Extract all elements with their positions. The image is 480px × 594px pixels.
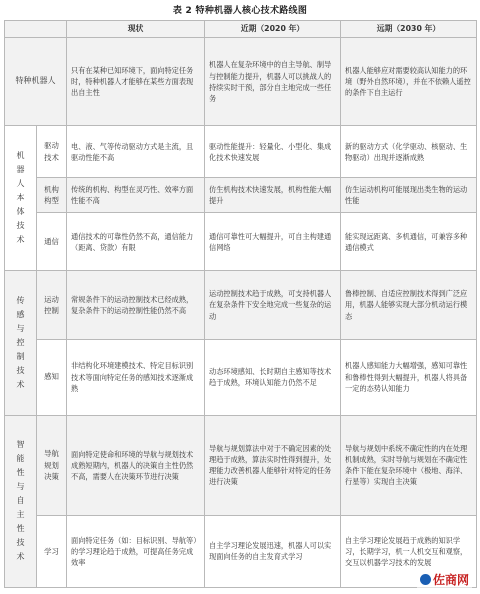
sub-perception: 感知 [37,339,67,415]
cell-current: 通信技术的可靠性仍然不高，通信能力（距离、贷款）有限 [67,213,205,271]
table-row [5,126,477,178]
sub-motion: 运动控制 [37,271,67,339]
sub-mechanism: 机构构型 [37,178,67,213]
category-body-tech: 机器人本体技术 [5,126,37,271]
watermark-logo: 佐商网 [417,571,472,588]
cell-far: 导航与规划中系统不确定性的内在处理机制成熟，实时导航与规划在不确定性条件下能在复杂环境中（极地、海洋、行星等）实现自主决策 [341,415,477,515]
cell-current: 非结构化环境建模技术、特定目标识别技术等面向特定任务的感知技术逐渐成熟 [67,339,205,415]
cell-far: 新的驱动方式（化学驱动、核驱动、生物驱动）出现并逐渐成熟 [341,126,477,178]
cell-far: 机器人能够应对需要较高认知能力的环境（野外自然环境），并在不依赖人遥控的条件下自主运行 [341,38,477,126]
cell-far: 自主学习理论发展趋于成熟的知识学习，长期学习，机一人机交互和观察，交互以机器学习技术的发展 [341,515,477,587]
table-row [5,38,477,126]
cell-current: 面向特定使命和环境的导航与规划技术成熟短期内，机器人的决策自主性仍然不高，需要人在决策环节进行决策 [67,415,205,515]
cell-far: 能实现远距离、多机通信，可兼容多种通信模式 [341,213,477,271]
header-category [5,21,67,38]
table-row [5,415,477,515]
logo-icon [420,574,431,585]
cell-far: 仿生运动机构可能展现出类生物的运动性能 [341,178,477,213]
cell-current: 电、液、气等传动驱动方式是主流，且驱动性能不高 [67,126,205,178]
sub-drive: 驱动技术 [37,126,67,178]
roadmap-table [4,20,477,588]
table-title: 表 2 特种机器人核心技术路线图 [172,6,308,16]
cell-near: 自主学习理论发展迅速，机器人可以实现面向任务的自主发育式学习 [205,515,341,587]
cell-near: 动态环境感知、长时期自主感知等技术趋于成熟，环境认知能力仍然不足 [205,339,341,415]
table-row [5,515,477,587]
cell-near: 机器人在复杂环境中的自主导航、制导与控制能力提升，机器人可以挑战人的持续实时干预，部分自主地完成一些任务 [205,38,341,126]
sub-learning: 学习 [37,515,67,587]
cell-current: 只有在某种已知环境下，面向特定任务时，特种机器人才能够在某些方面表现出自主性 [67,38,205,126]
header-current: 现状 [67,21,205,38]
cell-current: 常规条件下的运动控制技术已经成熟，复杂条件下的运动控制性能仍然不高 [67,271,205,339]
category-special-robot: 特种机器人 [5,38,67,126]
table-row [5,178,477,213]
header-near: 近期（2020 年） [205,21,341,38]
sub-navigation: 导航规划决策 [37,415,67,515]
cell-near: 仿生机构技术快速发展，机构性能大幅提升 [205,178,341,213]
category-intelligence: 智能性与自主性技术 [5,415,37,587]
category-sense-control: 传感与控制技术 [5,271,37,415]
table-row [5,213,477,271]
cell-near: 通信可靠性可大幅提升，可自主构建通信网络 [205,213,341,271]
cell-near: 运动控制技术趋于成熟，可支持机器人在复杂条件下安全地完成一些复杂的运动 [205,271,341,339]
table-row [5,339,477,415]
cell-current: 传统的机构、构型在灵巧性、效率方面性能不高 [67,178,205,213]
cell-near: 导航与规划算法中对于不确定因素的处理趋于成熟，算法实时性得到提升，处理能力改善机器人能够针对特定的任务进行决策 [205,415,341,515]
cell-far: 机器人感知能力大幅增强，感知可靠性和鲁棒性得到大幅提升，机器人将具备一定的态势认知能力 [341,339,477,415]
header-row [5,21,477,38]
sub-comm: 通信 [37,213,67,271]
cell-far: 鲁棒控制、自适应控制技术得到广泛应用，机器人能够实现大部分机动运行模态 [341,271,477,339]
header-far: 远期（2030 年） [341,21,477,38]
table-row [5,271,477,339]
cell-current: 面向特定任务（如：目标识别、导航等）的学习理论趋于成熟，可提高任务完成效率 [67,515,205,587]
cell-near: 驱动性能提升：轻量化、小型化、集成化技术快速发展 [205,126,341,178]
